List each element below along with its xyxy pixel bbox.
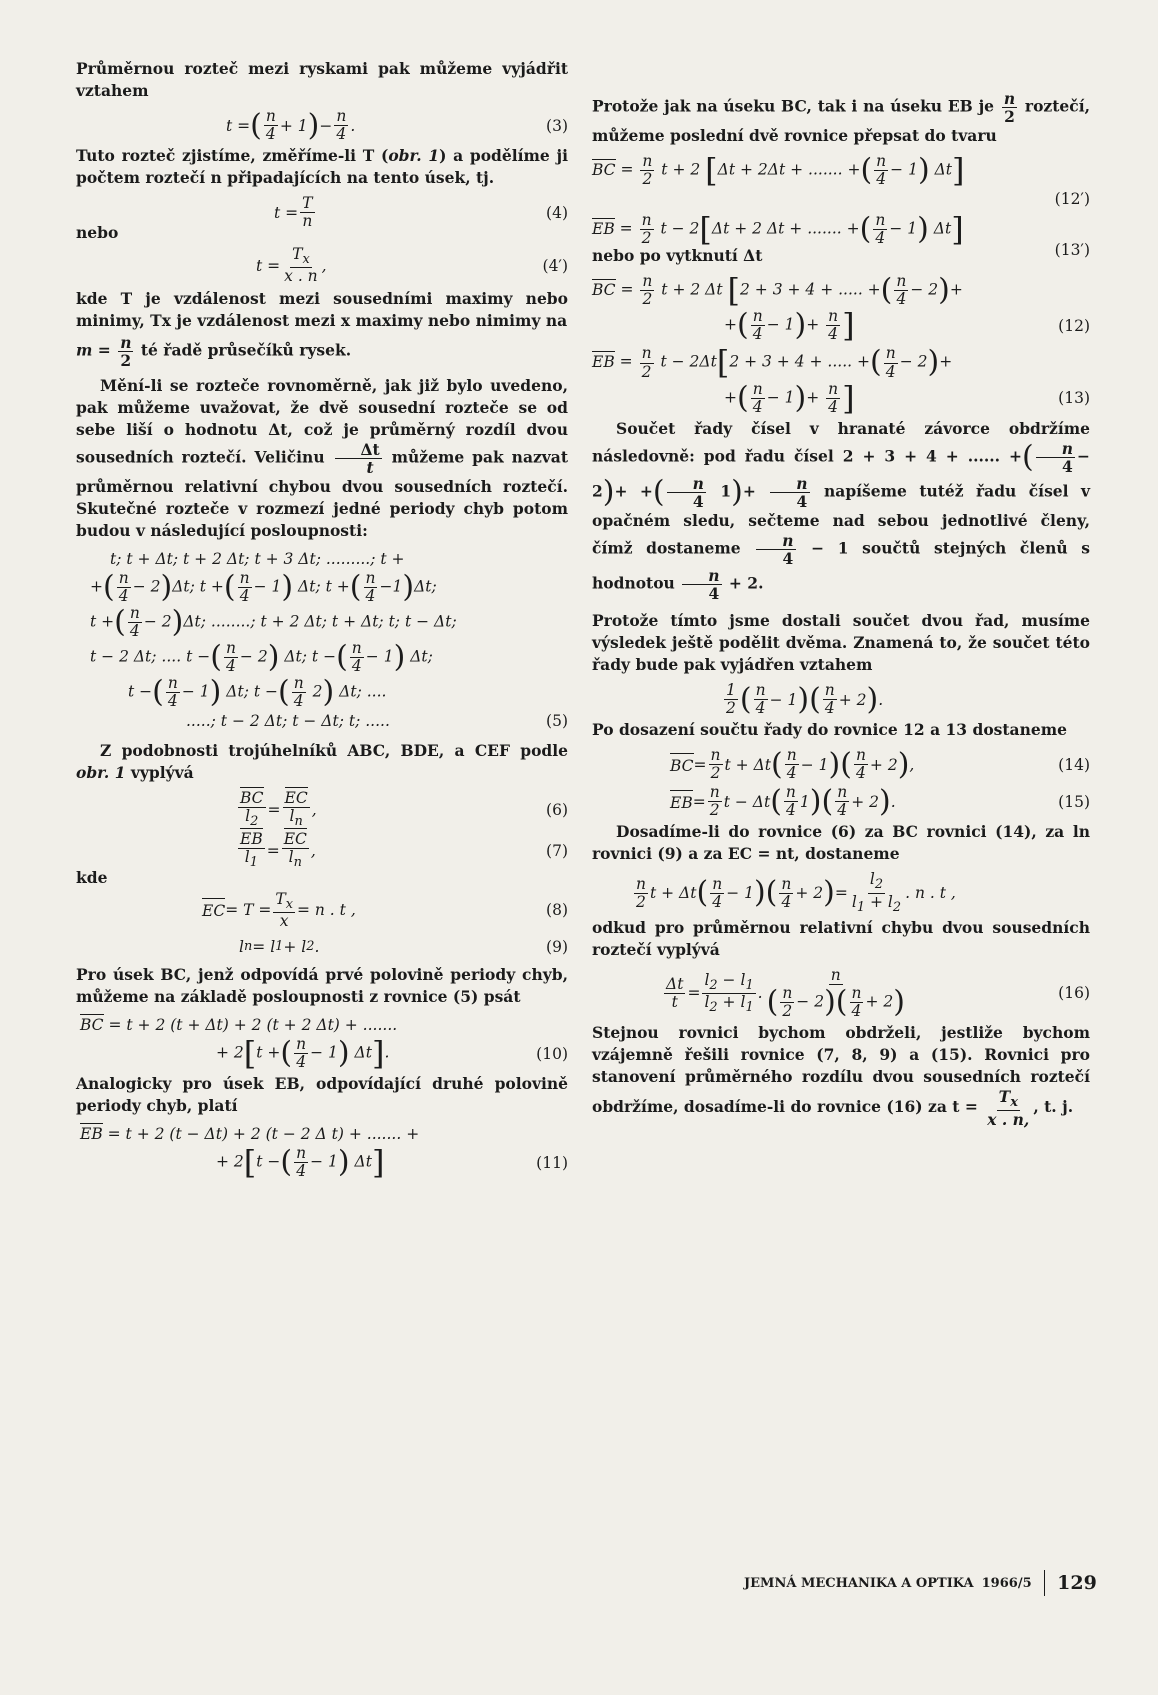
eq-number: (16) bbox=[1058, 984, 1090, 1003]
eq-number: (8) bbox=[546, 901, 568, 920]
eq-number: (12′) bbox=[1054, 190, 1090, 209]
equation-5: t; t + Δt; t + 2 Δt; t + 3 Δt; .........; t + +( $\frac{n}{4}$ − 2)Δt; t +( $\frac{n}{4}$ − 1) Δt; t +( $\frac{n}{4}$ −1)Δt; t +( $\frac{n}{4}$ − 2)Δt; ........; t + 2 Δt; t + Δt; t; t − Δt; t − 2 Δt; .... t −( $\frac{n}{4}$ − 2) Δt; t −( $\frac{n}{4}$ − 1) Δt; t −( $\frac{n}{4}$ − 1) Δt; t −( $\frac{n}{4}$ 2) Δt; .... .....; t − 2 Δt; t − Δt; t; ..... (5) bbox=[90, 549, 568, 731]
footer-separator bbox=[1044, 1570, 1046, 1596]
eq-number: (9) bbox=[546, 938, 568, 957]
eq-number: (15) bbox=[1058, 792, 1090, 811]
equation-15: EB = n 2 t − Δt ( n 4 1 )( n 4 + 2 ) . (15) bbox=[670, 783, 1090, 820]
eq-number: (14) bbox=[1058, 755, 1090, 774]
paragraph-protoze: Protože jak na úseku BC, tak i na úseku EB je $\frac{n}{2}$ roztečí, můžeme poslední dvě rovnice přepsat do tvaru bbox=[592, 89, 1090, 146]
left-column bbox=[76, 58, 568, 1182]
paragraph-kde: kde T je vzdálenost mezi sousedními maximy nebo minimy, Tx je vzdálenost mezi x maximy nebo nimimy na bbox=[76, 288, 568, 330]
equation-6: BC $l_2$ = EC $l_n$ , (6) bbox=[240, 789, 568, 830]
paragraph-usek-eb: Analogicky pro úsek EB, odpovídající druhé polovině periody chyb, platí bbox=[76, 1074, 568, 1116]
eq-number: (5) bbox=[546, 712, 568, 731]
page-number: 129 bbox=[1057, 1572, 1097, 1594]
right-column bbox=[592, 90, 1090, 1134]
paragraph-dosazeni: Po dosazení součtu řady do rovnice 12 a 13 dostaneme bbox=[592, 720, 1067, 740]
paragraph-meni: Mění-li se rozteče rovnoměrně, jak již bylo uvedeno, pak můžeme uvažovat, že dvě sousední rozteče se od sebe liší o hodnotu Δt, což je průměrný rozdíl dvou sousedních roztečí. Veličinu $\frac{\Delta t}{t}$ můžeme pak nazvat průměrnou relativní chybou dvou sousedních roztečí. Skutečné rozteče v rozmezí jedné periody chyb potom budou v následující posloupnosti: bbox=[76, 375, 568, 540]
paragraph-podobnost: Z podobnosti trojúhelníků ABC, BDE, a CEF podle obr. 1 vyplývá bbox=[76, 741, 568, 783]
eq-number: (13′) bbox=[1054, 241, 1090, 260]
eq-number: (13) bbox=[1058, 389, 1090, 408]
eq-number: (7) bbox=[546, 842, 568, 861]
equation-3: t = ( n 4 + 1 ) − n 4 . (3) bbox=[226, 107, 568, 144]
equation-13: EB = $\frac{n}{2}$ t − 2Δt[2 + 3 + 4 + ..... +( $\frac{n}{4}$ − 2)+ +( $\frac{n}{4}$ − 1)+ $\frac{n}{4}$ ] (13) bbox=[592, 344, 1090, 418]
paragraph-stejnou: Stejnou rovnici bychom obdrželi, jestliže bychom vzájemně řešili rovnice (7, 8, 9) a (15). Rovnici pro stanovení průměrného rozdílu dvou sousedních roztečí obdržíme, dosadíme-li do rovnice (16) za t = $\frac{T_x}{x . n,}$ , t. j. bbox=[592, 1023, 1090, 1130]
eq-number: (6) bbox=[546, 800, 568, 819]
equation-4-prime: t = $T_x$ x . n , (4′) bbox=[256, 245, 568, 286]
paragraph-kde-m: m = $\frac{n}{2}$ té řadě průsečíků rysek. bbox=[76, 332, 352, 370]
paragraph-soucet: Součet řady čísel v hranaté závorce obdržíme následovně: pod řadu čísel 2 + 3 + 4 + ...... +( $\frac{n}{4}$ − 2)+ +( $\frac{n}{4}$ 1)+ $\frac{n}{4}$ napíšeme tutéž řadu čísel v opačném sledu, sečteme nad sebou jednotlivé členy, čímž dostaneme $\frac{n}{4}$ − 1 součtů stejných členů s hodnotou $\frac{n}{4}$ + 2. bbox=[592, 418, 1090, 603]
equation-9: l n = l 1 + l 2 . (9) bbox=[239, 938, 568, 957]
paragraph-tuto: Tuto rozteč zjistíme, změříme-li T (obr. 1) a podělíme ji počtem roztečí n připadajících na tento úsek, tj. bbox=[76, 146, 568, 188]
word-nebo: nebo bbox=[76, 223, 119, 243]
equation-12-prime: BC = $\frac{n}{2}$ t + 2 [Δt + 2Δt + ....... +( $\frac{n}{4}$ − 1) Δt] (12′) bbox=[592, 151, 1090, 209]
equation-4: t = T n (4) bbox=[274, 194, 568, 231]
equation-12: BC = $\frac{n}{2}$ t + 2 Δt [2 + 3 + 4 + ..... +( $\frac{n}{4}$ − 2)+ +( $\frac{n}{4}$ − 1)+ $\frac{n}{4}$ ] (12) bbox=[592, 271, 1090, 345]
equation-14: BC = n 2 t + Δt ( n 4 − 1 )( n 4 + 2 ) , (14) bbox=[670, 746, 1090, 783]
eq-number: (11) bbox=[536, 1153, 568, 1172]
paragraph-dosadime: Dosadíme-li do rovnice (6) za BC rovnici (14), za ln rovnici (9) a za EC = nt, dostaneme bbox=[592, 822, 1090, 864]
equation-rada: 1 2 ( n 4 − 1 )( n 4 + 2 ) . bbox=[726, 681, 884, 718]
paragraph-vytknuti: nebo po vytknutí Δt bbox=[592, 246, 763, 266]
eq-number: (12) bbox=[1058, 316, 1090, 335]
equation-13-prime: EB = $\frac{n}{2}$ t − 2[Δt + 2 Δt + ....... +( $\frac{n}{4}$ − 1) Δt] (13′) bbox=[592, 210, 1090, 260]
word-kde: kde bbox=[76, 867, 108, 887]
equation-7: EB $l_1$ = EC $l_n$ , (7) bbox=[240, 830, 568, 871]
eq-number: (4′) bbox=[542, 256, 568, 275]
equation-10: BC = t + 2 (t + Δt) + 2 (t + 2 Δt) + ....... + 2[t +( $\frac{n}{4}$ − 1) Δt]. (10) bbox=[80, 1016, 568, 1073]
paragraph-odkud: odkud pro průměrnou relativní chybu dvou sousedních roztečí vyplývá bbox=[592, 917, 1090, 959]
paragraph-dve: Protože tímto jsme dostali součet dvou řad, musíme výsledek ještě podělit dvěma. Znamená to, že součet této řady bude pak vyjádřen vztahem bbox=[592, 611, 1090, 675]
journal-name: JEMNÁ MECHANIKA A OPTIKA bbox=[744, 1575, 974, 1591]
eq-number: (10) bbox=[536, 1044, 568, 1063]
journal-issue: 1966/5 bbox=[981, 1575, 1032, 1591]
equation-16: Δt t = $l_2 - l_1$ $l_2 + l_1$ . n ( $\frac{n}{2}$ − 2)( $\frac{n}{4}$ + 2) (16) bbox=[666, 965, 1090, 1020]
equation-dosazeni: n 2 t + Δt ( n 4 − 1 )( n 4 + 2 ) = $l_2$ $l_1 + l_2$ . n . t , bbox=[636, 870, 956, 915]
page-footer bbox=[744, 1570, 1097, 1596]
paragraph-usek-bc: Pro úsek BC, jenž odpovídá prvé polovině periody chyb, můžeme na základě posloupnosti z rovnice (5) psát bbox=[76, 965, 568, 1007]
eq-number: (4) bbox=[546, 203, 568, 222]
equation-11: EB = t + 2 (t − Δt) + 2 (t − 2 Δ t) + ....... + + 2[t −( $\frac{n}{4}$ − 1) Δt] (11) bbox=[80, 1125, 568, 1182]
equation-8: EC = T = $T_x$ x = n . t , (8) bbox=[202, 889, 568, 931]
paragraph-intro: Průměrnou rozteč mezi ryskami pak můžeme vyjádřit vztahem bbox=[76, 59, 568, 100]
eq-number: (3) bbox=[546, 116, 568, 135]
